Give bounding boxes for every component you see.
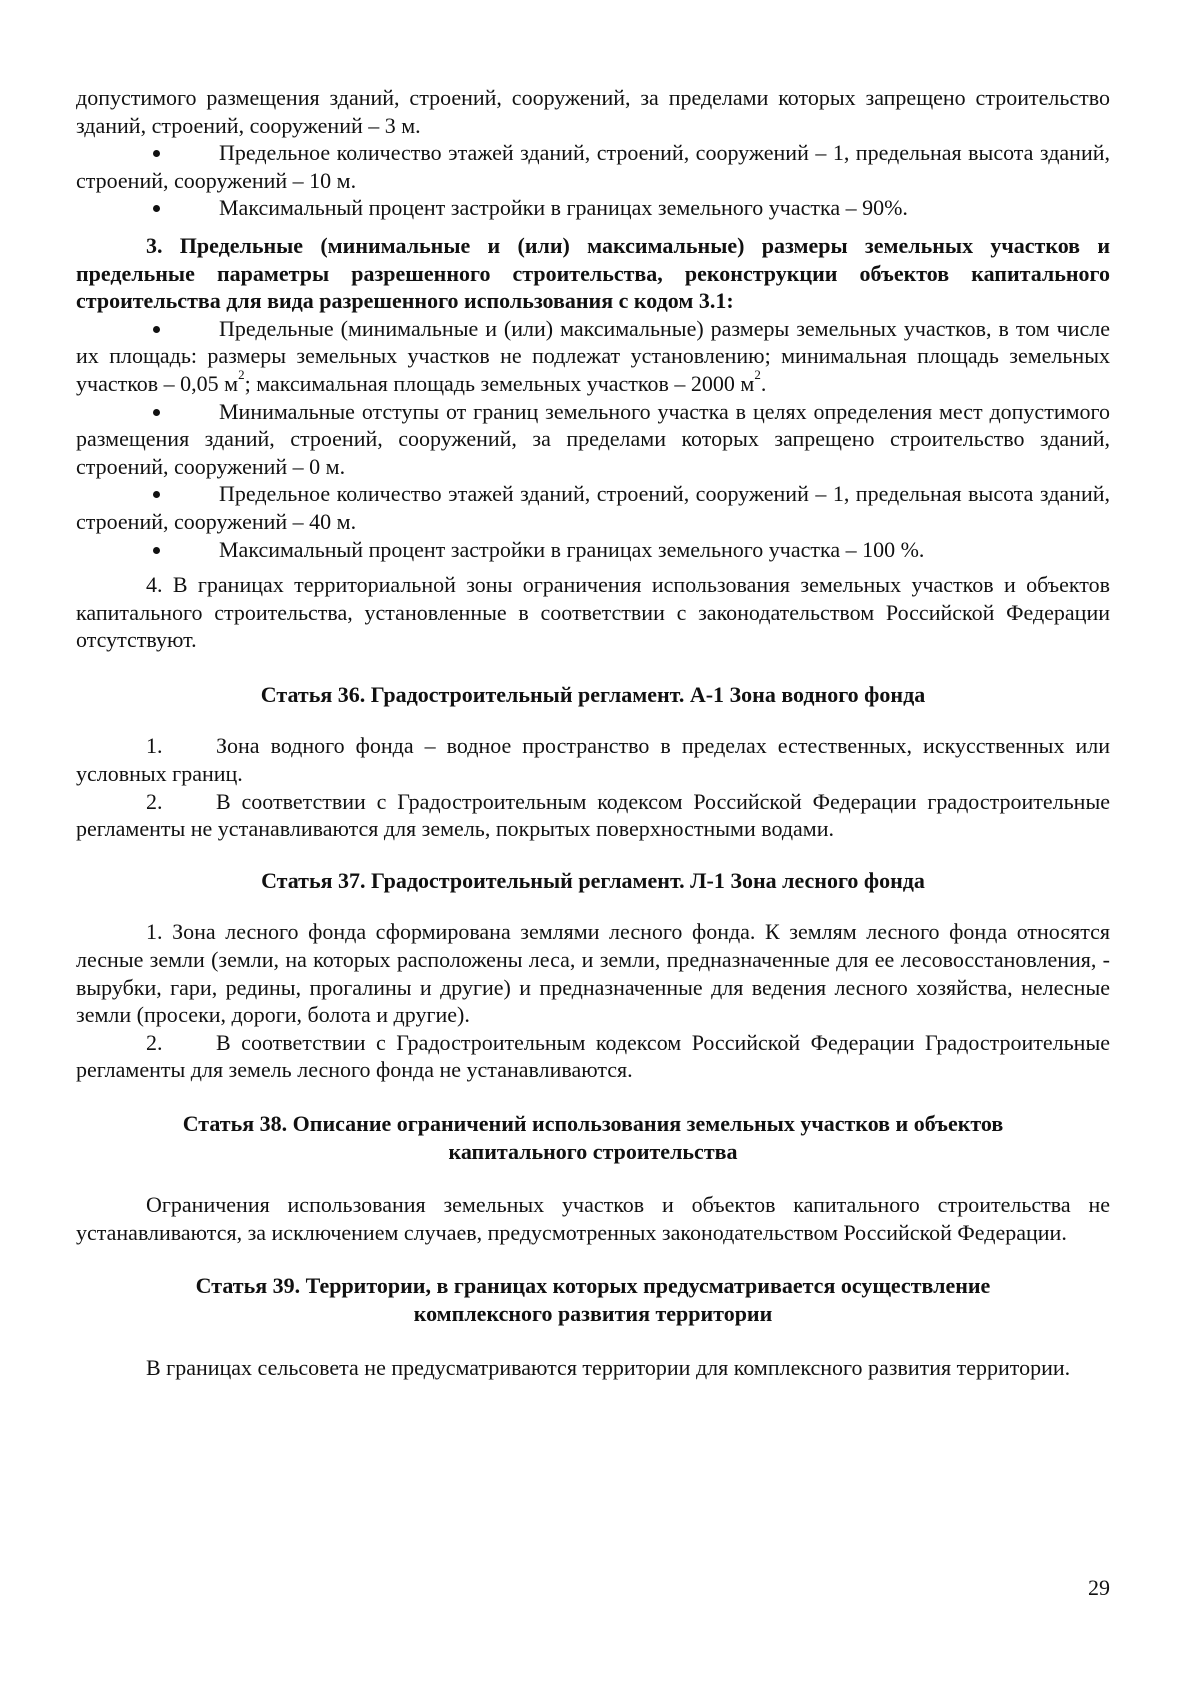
paragraph: 1. Зона лесного фонда сформирована землями лесного фонда. К землям лесного фонда относятся лесные земли (земли, на которых расположены леса, и земли, предназначенные для ее лесовосстановления, - вырубки, гари, редины, прогалины и другие) и предназначенные для ведения лесного хозяйства, нелесные земли (просеки, дороги, болота и другие). [76,919,1110,1028]
list-item: Предельное количество этажей зданий, строений, сооружений – 1, предельная высота зданий, строений, сооружений – 40 м. [76,481,1110,534]
continued-paragraph: допустимого размещения зданий, строений, сооружений, за пределами которых запрещено строительство зданий, строений, сооружений – 3 м. [76,85,1110,138]
bullet-icon [153,491,160,498]
list-item: Предельные (минимальные и (или) максимальные) размеры земельных участков, в том числе их площадь: размеры земельных участков не подлежат установлению; минимальная площадь земельных участков – 0,05 $м^2$; максимальная площадь земельных участков – 2000 $м^2$. [76,315,1110,396]
bullet-icon [153,547,160,554]
numbered-paragraph: 2. В соответствии с Градостроительным кодексом Российской Федерации градостроительные регламенты не устанавливаются для земель, покрытых поверхностными водами. [76,788,1110,842]
article-36-title: Статья 36. Градостроительный регламент. А-1 Зона водного фонда [260,681,926,707]
list-item: Минимальные отступы от границ земельного участка в целях определения мест допустимого размещения зданий, строений, сооружений, за пределами которых запрещено строительство зданий, строений, сооружений – 0 м. [76,398,1110,479]
bullet-icon [153,205,160,212]
article-39-title: Статья 39. Территории, в границах которых предусматривается осуществление комплексного развития территории [195,1273,991,1326]
numbered-paragraph: 1. Зона водного фонда – водное пространство в пределах естественных, искусственных или условных границ. [76,733,1110,787]
section-heading: 3. Предельные (минимальные и (или) максимальные) размеры земельных участков и предельные параметры разрешенного строительства, реконструкции объектов капитального строительства для вида разрешенного использования с кодом 3.1: [76,232,1110,314]
bullet-icon [153,409,160,416]
bullet-icon [153,150,160,157]
numbered-paragraph: 2. В соответствии с Градостроительным кодексом Российской Федерации Градостроительные регламенты для земель лесного фонда не устанавливаются. [76,1029,1110,1083]
list-item: Максимальный процент застройки в границах земельного участка – 90%. [76,194,1110,222]
list-item: Максимальный процент застройки в границах земельного участка – 100 %. [76,536,1110,564]
list-item: Предельное количество этажей зданий, строений, сооружений – 1, предельная высота зданий, строений, сооружений – 10 м. [76,140,1110,193]
article-38-title: Статья 38. Описание ограничений использования земельных участков и объектов капитального строительства [182,1111,1004,1164]
paragraph: 4. В границах территориальной зоны ограничения использования земельных участков и объектов капитального строительства, установленные в соответствии с законодательством Российской Федерации отсутствуют. [76,572,1110,653]
document-page [76,84,1110,1381]
page-number: 29 [1088,1575,1110,1600]
paragraph: Ограничения использования земельных участков и объектов капитального строительства не устанавливаются, за исключением случаев, предусмотренных законодательством Российской Федерации. [76,1192,1110,1245]
paragraph: В границах сельсовета не предусматриваются территории для комплексного развития территории. [146,1354,1071,1380]
bullet-icon [153,326,160,333]
article-37-title: Статья 37. Градостроительный регламент. Л-1 Зона лесного фонда [261,867,925,893]
